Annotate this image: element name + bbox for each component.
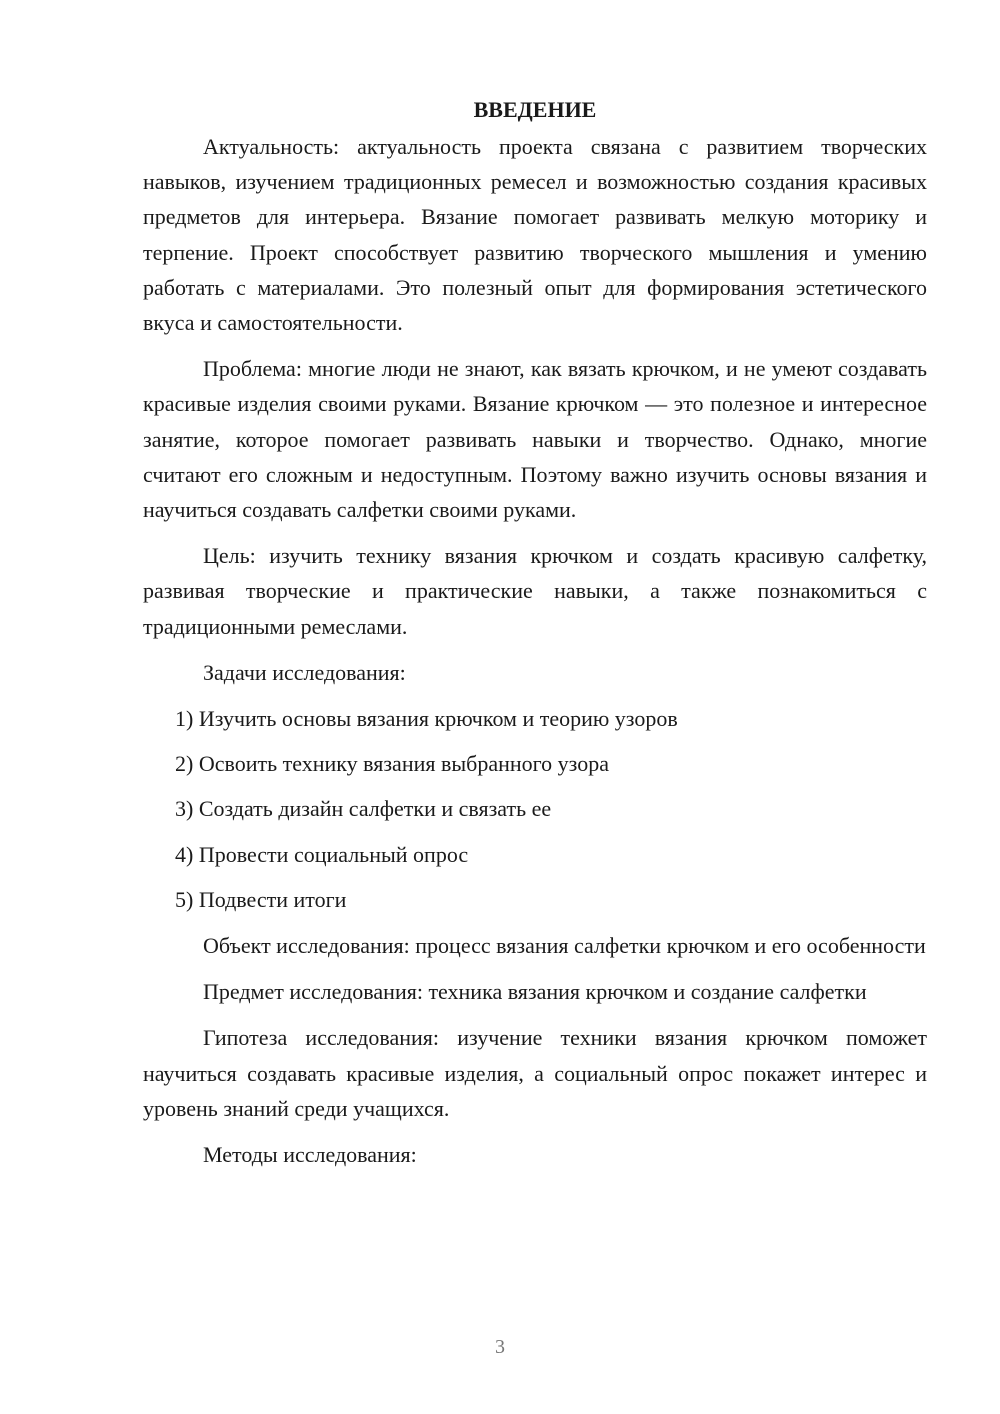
tasks-heading: Задачи исследования: bbox=[203, 659, 406, 685]
hypothesis-paragraph: Гипотеза исследования: изучение техники вязания крючком поможет научиться создавать красивые изделия, а социальный опрос покажет интерес и уровень знаний среди учащихся. bbox=[143, 1025, 927, 1121]
page-number: 3 bbox=[495, 1336, 505, 1358]
task-item: 5) Подвести итоги bbox=[175, 886, 347, 912]
relevance-paragraph: Актуальность: актуальность проекта связана с развитием творческих навыков, изучением традиционных ремесел и возможностью создания красивых предметов для интерьера. Вязание помогает развивать мелкую моторику и терпение. Проект способствует развитию творческого мышления и умению работать с материалами. Это полезный опыт для формирования эстетического вкуса и самостоятельности. bbox=[143, 134, 927, 336]
task-item: 3) Создать дизайн салфетки и связать ее bbox=[175, 796, 552, 822]
methods-heading: Методы исследования: bbox=[203, 1142, 417, 1168]
task-item: 1) Изучить основы вязания крючком и теорию узоров bbox=[175, 706, 678, 732]
document-page bbox=[143, 95, 927, 1183]
page-title: ВВЕДЕНИЕ bbox=[473, 97, 597, 122]
task-item: 4) Провести социальный опрос bbox=[175, 841, 469, 867]
tasks-list bbox=[143, 701, 927, 917]
task-item: 2) Освоить технику вязания выбранного узора bbox=[175, 751, 609, 777]
problem-paragraph: Проблема: многие люди не знают, как вязать крючком, и не умеют создавать красивые изделия своими руками. Вязание крючком — это полезное и интересное занятие, которое помогает развивать навыки и творчество. Однако, многие считают его сложным и недоступным. Поэтому важно изучить основы вязания и научиться создавать салфетки своими руками. bbox=[143, 356, 927, 523]
subject-paragraph: Предмет исследования: техника вязания крючком и создание салфетки bbox=[203, 979, 867, 1005]
object-paragraph: Объект исследования: процесс вязания салфетки крючком и его особенности bbox=[203, 933, 926, 959]
goal-paragraph: Цель: изучить технику вязания крючком и создать красивую салфетку, развивая творческие и практические навыки, а также познакомиться с традиционными ремеслами. bbox=[143, 543, 927, 639]
